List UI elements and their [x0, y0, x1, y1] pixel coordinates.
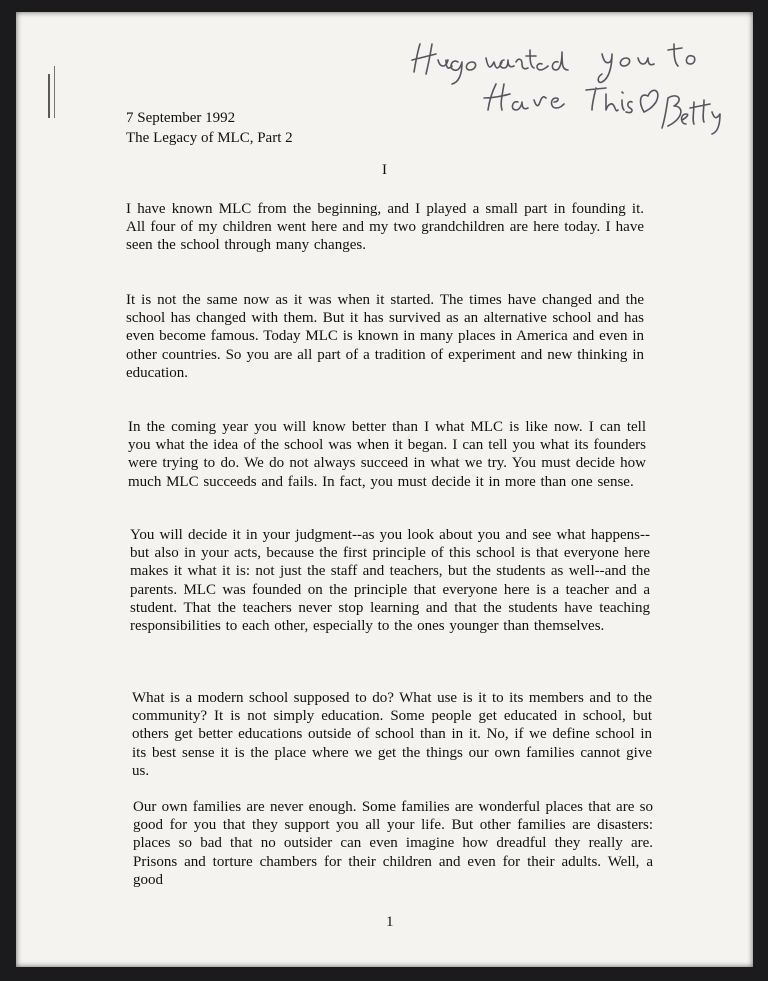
paragraph: In the coming year you will know better than I what MLC is like now. I can tell you what the idea of the school was when it began. I can tell you what its founders were trying to do. We do not always succeed in what we try. You must decide how much MLC succeeds and fails. In fact, you must decide it in more than one sense.: [128, 419, 646, 490]
document-header: [126, 108, 293, 148]
section-numeral: I: [382, 162, 387, 178]
handwritten-note: [406, 32, 736, 142]
document-date: 7 September 1992: [126, 110, 236, 126]
document-page: [16, 12, 753, 967]
paragraph: You will decide it in your judgment--as you look about you and see what happens--but also in your acts, because the first principle of this school is that everyone here makes it what it is: not just the staff and teachers, but the students as well--and the parents. MLC was founded on the principle that everyone here is a teacher and a student. That the teachers never stop learning and that the students have teaching responsibilities to each other, especially to the ones younger than themselves.: [130, 527, 650, 635]
handwritten-note-drawing: [406, 32, 736, 142]
paragraph: It is not the same now as it was when it started. The times have changed and the school has changed with them. But it has survived as an alternative school and has even become famous. Today MLC is known in many places in America and even in other countries. So you are all part of a tradition of experiment and new thinking in education.: [126, 292, 644, 381]
margin-pen-mark: [48, 74, 53, 118]
paragraph: I have known MLC from the beginning, and I played a small part in founding it. All four of my children went here and my two grandchildren are here today. I have seen the school through many changes.: [126, 201, 644, 254]
page-number: 1: [386, 914, 394, 930]
paragraph: Our own families are never enough. Some families are wonderful places that are so good for you that they support you all your life. But other families are disasters: places so bad that no outsider can even imagine how dreadful they really are. Prisons and torture chambers for their children and even for their adults. Well, a good: [133, 799, 653, 888]
paragraph: What is a modern school supposed to do? What use is it to its members and to the community? It is not simply education. Some people get educated in school, but others get better educations outside of school than in it. No, if we define school in its best sense it is the place where we get the things our own families cannot give us.: [132, 690, 652, 779]
margin-pen-mark: [54, 66, 58, 118]
document-title: The Legacy of MLC, Part 2: [126, 130, 293, 146]
